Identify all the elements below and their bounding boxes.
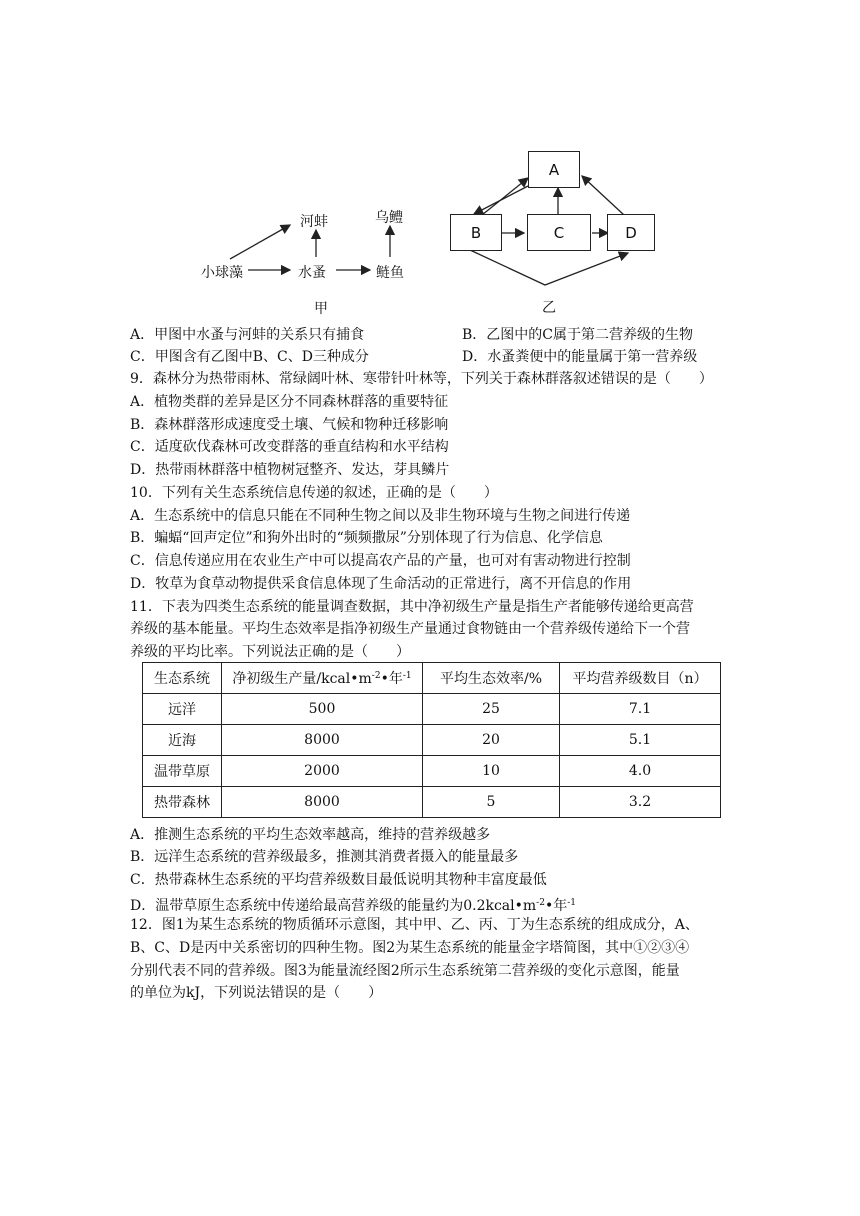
q9-option-c: C．适度砍伐森林可改变群落的垂直结构和水平结构 [130, 439, 449, 455]
table-row [143, 756, 721, 787]
q12-line1: 12．图1为某生态系统的物质循环示意图，其中甲、乙、丙、丁为生态系统的组成成分，A、 [130, 917, 699, 933]
table-cell: 500 [222, 694, 423, 725]
q11-option-d-sup: -1 [567, 898, 576, 908]
q11-option-d-text: •年 [544, 898, 568, 914]
arrow-xiaoqiuzao-to-hebang [230, 225, 290, 259]
diagram-yi-caption: 乙 [542, 300, 556, 316]
node-wuli: 乌鳢 [375, 210, 403, 226]
table-cell: 2000 [222, 756, 423, 787]
table-header-cell [222, 663, 423, 694]
q12-line3: 分别代表不同的营养级。图3为能量流经图2所示生态系统第二营养级的变化示意图，能量 [130, 963, 680, 979]
node-d: D [607, 214, 655, 251]
q8-option-a: A．甲图中水蚤与河蚌的关系只有捕食 [130, 327, 365, 343]
table-cell: 3.2 [560, 787, 721, 818]
table-cell: 8000 [222, 725, 423, 756]
table-cell: 5.1 [560, 725, 721, 756]
node-shuizan: 水蚤 [298, 265, 326, 281]
q10-option-c: C．信息传递应用在农业生产中可以提高农产品的产量，也可对有害动物进行控制 [130, 553, 631, 569]
q10-option-b: B．蝙蝠“回声定位”和狗外出时的“频频撒尿”分别体现了行为信息、化学信息 [130, 530, 603, 546]
table-header-cell: 平均生态效率/% [423, 663, 560, 694]
q11-option-a: A．推测生态系统的平均生态效率越高，维持的营养级越多 [130, 827, 491, 843]
q11-option-d-sup: -2 [536, 898, 545, 908]
table-row [143, 725, 721, 756]
table-cell: 热带森林 [143, 787, 222, 818]
q10-option-a: A．生态系统中的信息只能在不同种生物之间以及非生物环境与生物之间进行传递 [130, 508, 631, 524]
q11-option-c: C．热带森林生态系统的平均营养级数目最低说明其物种丰富度最低 [130, 872, 547, 888]
q9-option-b: B．森林群落形成速度受土壤、气候和物种迁移影响 [130, 417, 449, 433]
table-cell: 5 [423, 787, 560, 818]
table-cell: 温带草原 [143, 756, 222, 787]
node-a: A [528, 151, 580, 188]
q11-stem-line2: 养级的基本能量。平均生态效率是指净初级生产量通过食物链由一个营养级传递给下一个营 [130, 621, 690, 637]
q11-option-d-text: D．温带草原生态系统中传递给最高营养级的能量约为0.2kcal•m [130, 898, 537, 914]
node-hebang: 河蚌 [300, 214, 328, 230]
header-unit-sup: -1 [402, 671, 412, 681]
table-cell: 4.0 [560, 756, 721, 787]
q8-option-d: D．水蚤粪便中的能量属于第一营养级 [462, 349, 698, 365]
q12-line4: 的单位为kJ，下列说法错误的是（ ） [130, 985, 383, 1001]
node-c: C [527, 214, 591, 251]
node-lianyu: 鲢鱼 [376, 265, 404, 281]
table-header-cell: 生态系统 [143, 663, 222, 694]
q8-option-c: C．甲图含有乙图中B、C、D三种成分 [130, 349, 369, 365]
node-b: B [450, 214, 502, 251]
q11-stem-line1: 11．下表为四类生态系统的能量调查数据，其中净初级生产量是指生产者能够传递给更高营 [130, 599, 694, 615]
q8-option-b: B．乙图中的C属于第二营养级的生物 [462, 327, 693, 343]
q11-stem-line3: 养级的平均比率。下列说法正确的是（ ） [130, 644, 410, 660]
q9-stem: 9．森林分为热带雨林、常绿阔叶林、寒带针叶林等，下列关于森林群落叙述错误的是（ ） [130, 371, 713, 387]
table-row [143, 787, 721, 818]
energy-table [142, 662, 721, 818]
diagram-jia-caption: 甲 [314, 301, 328, 317]
q9-option-d: D．热带雨林群落中植物树冠整齐、发达，芽具鳞片 [130, 462, 450, 478]
table-header-row [143, 663, 721, 694]
arrow-d-to-a [582, 176, 624, 215]
header-unit-sup: -2 [371, 671, 381, 681]
table-cell: 8000 [222, 787, 423, 818]
table-row [143, 694, 721, 725]
q9-option-a: A．植物类群的差异是区分不同森林群落的重要特征 [130, 394, 449, 410]
node-xiaoqiuzao: 小球藻 [201, 265, 243, 281]
table-cell: 7.1 [560, 694, 721, 725]
header-unit-text: 净初级生产量/kcal•m [232, 671, 372, 687]
q10-option-d: D．牧草为食草动物提供采食信息体现了生命活动的正常进行，离不开信息的作用 [130, 576, 632, 592]
q12-line2: B、C、D是丙中关系密切的四种生物。图2为某生态系统的能量金字塔简图，其中①②③④ [130, 940, 690, 956]
table-cell: 远洋 [143, 694, 222, 725]
header-unit-text: •年 [380, 671, 403, 687]
arrow-b-to-d [470, 250, 628, 285]
q10-stem: 10．下列有关生态系统信息传递的叙述，正确的是（ ） [130, 485, 498, 501]
table-cell: 10 [423, 756, 560, 787]
table-cell: 20 [423, 725, 560, 756]
arrow-a-to-b [474, 186, 528, 214]
table-header-cell: 平均营养级数目（n） [560, 663, 721, 694]
table-cell: 近海 [143, 725, 222, 756]
q11-option-b: B．远洋生态系统的营养级最多，推测其消费者摄入的能量最多 [130, 849, 519, 865]
table-cell: 25 [423, 694, 560, 725]
arrow-b-to-a [482, 178, 528, 215]
